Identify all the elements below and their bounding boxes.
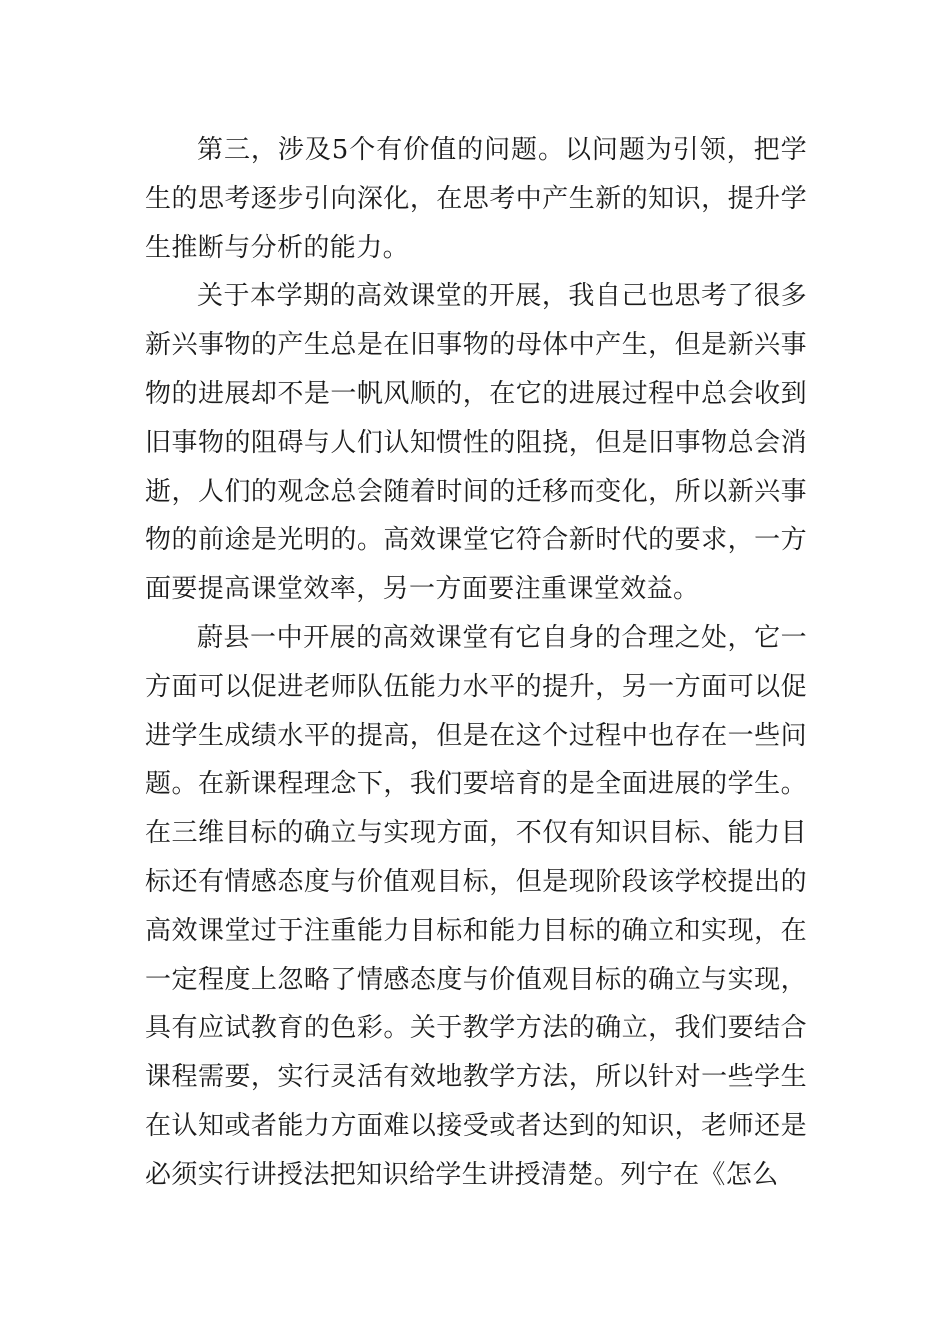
- document-body: [145, 126, 807, 1200]
- paragraph-2: 关于本学期的高效课堂的开展，我自己也思考了很多新兴事物的产生总是在旧事物的母体中产生，但是新兴事物的进展却不是一帆风顺的，在它的进展过程中总会收到旧事物的阻碍与人们认知惯性的阻挠，但是旧事物总会消逝，人们的观念总会随着时间的迁移而变化，所以新兴事物的前途是光明的。高效课堂它符合新时代的要求，一方面要提高课堂效率，另一方面要注重课堂效益。: [145, 281, 807, 605]
- paragraph-3: 蔚县一中开展的高效课堂有它自身的合理之处，它一方面可以促进老师队伍能力水平的提升，另一方面可以促进学生成绩水平的提高，但是在这个过程中也存在一些问题。在新课程理念下，我们要培育的是全面进展的学生。在三维目标的确立与实现方面，不仅有知识目标、能力目标还有情感态度与价值观目标，但是现阶段该学校提出的高效课堂过于注重能力目标和能力目标的确立和实现，在一定程度上忽略了情感态度与价值观目标的确立与实现，具有应试教育的色彩。关于教学方法的确立，我们要结合课程需要，实行灵活有效地教学方法，所以针对一些学生在认知或者能力方面难以接受或者达到的知识，老师还是必须实行讲授法把知识给学生讲授清楚。列宁在《怎么: [145, 622, 807, 1190]
- paragraph-1: 第三，涉及5个有价值的问题。以问题为引领，把学生的思考逐步引向深化，在思考中产生新的知识，提升学生推断与分析的能力。: [145, 135, 807, 263]
